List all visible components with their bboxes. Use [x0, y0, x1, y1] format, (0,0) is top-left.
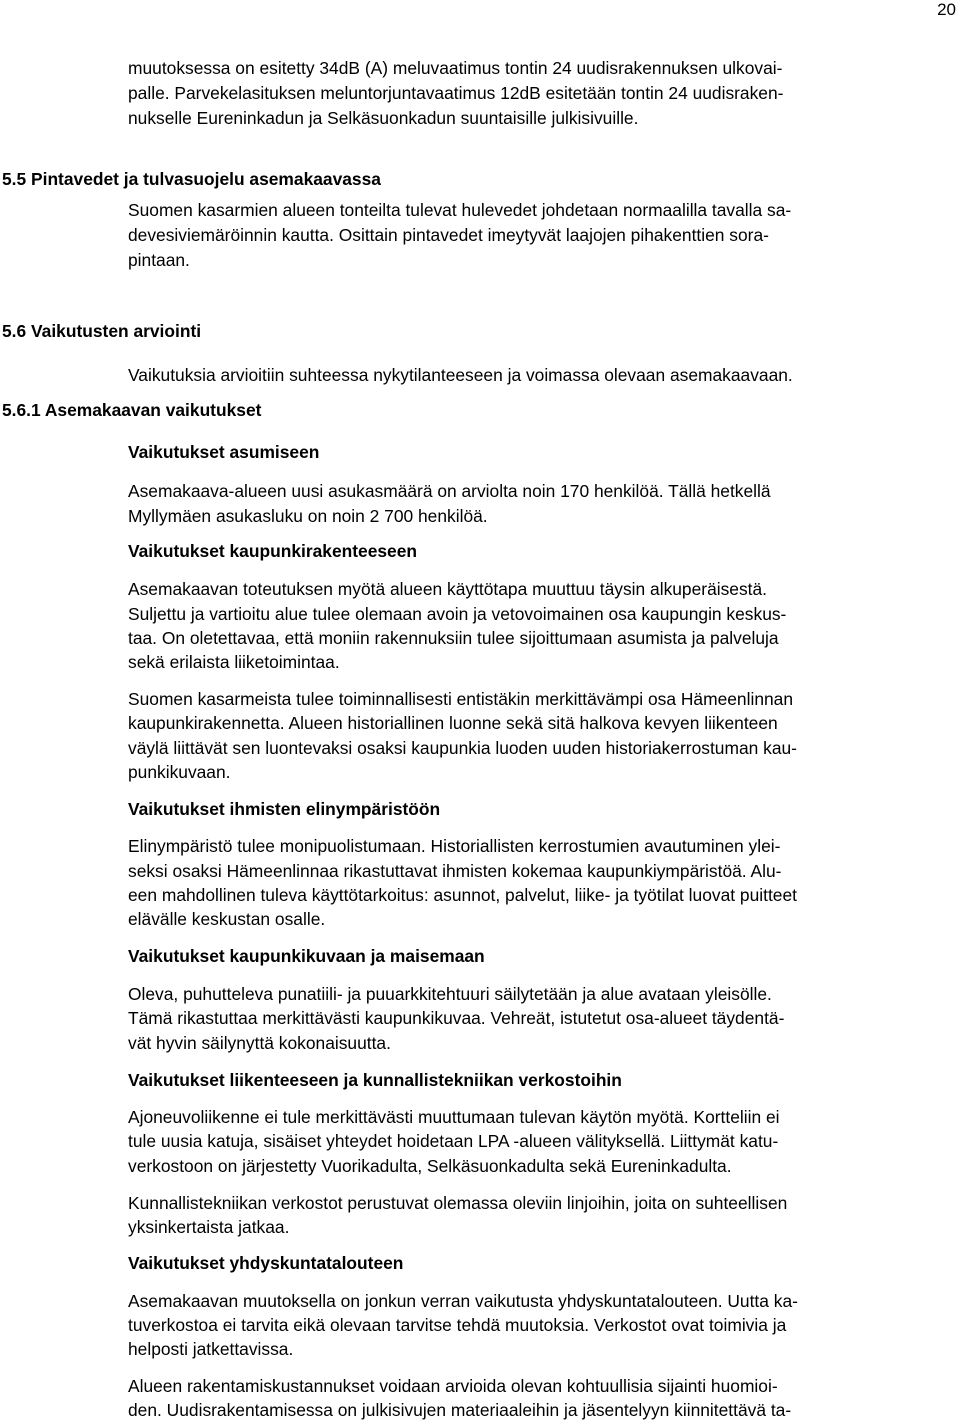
body-text-line: muutoksessa on esitetty 34dB (A) meluvaatimus tontin 24 uudisrakennuksen ulkovai- [128, 58, 783, 78]
body-text-line: een mahdollinen tuleva käyttötarkoitus: asunnot, palvelut, liike- ja työtilat luovat puitteet [128, 885, 797, 905]
body-text-line: sekä erilaista liiketoimintaa. [128, 652, 340, 672]
body-text-line: tule uusia katuja, sisäiset yhteydet hoidetaan LPA -alueen välityksellä. Liittymät katu- [128, 1131, 779, 1151]
body-text-line: palle. Parvekelasituksen meluntorjuntavaatimus 12dB esitetään tontin 24 uudisraken- [128, 83, 784, 103]
body-text-line: nukselle Eureninkadun ja Selkäsuonkadun suuntaisille julkisivuille. [128, 108, 639, 128]
body-text-line: seksi osaksi Hämeenlinnaa rikastuttavat ihmisten kokemaa kaupunkiympäristöä. Alu- [128, 861, 782, 881]
body-text-line: Suomen kasarmien alueen tonteilta tulevat hulevedet johdetaan normaalilla tavalla sa- [128, 200, 792, 220]
body-text-line: Asemakaavan muutoksella on jonkun verran vaikutusta yhdyskuntatalouteen. Uutta ka- [128, 1291, 798, 1311]
body-text-line: Ajoneuvoliikenne ei tule merkittävästi muuttumaan tulevan käytön myötä. Kortteliin ei [128, 1107, 780, 1127]
body-text-line: verkostoon on järjestetty Vuorikadulta, Selkäsuonkadulta sekä Eureninkadulta. [128, 1156, 732, 1176]
body-text-line: vät hyvin säilynyttä kokonaisuutta. [128, 1033, 391, 1053]
body-text-line: Oleva, puhutteleva punatiili- ja puuarkkitehtuuri säilytetään ja alue avataan yleisölle. [128, 984, 772, 1004]
body-text-line: den. Uudisrakentamisessa on julkisivujen materiaaleihin ja jäsentelyyn kiinnitettävä ta- [128, 1400, 792, 1420]
body-text-line: Alueen rakentamiskustannukset voidaan arvioida olevan kohtuullisia sijainti huomioi- [128, 1376, 778, 1396]
body-text-line: Suljettu ja vartioitu alue tulee olemaan avoin ja vetovoimainen osa kaupungin keskus- [128, 604, 787, 624]
section-heading-5-5: 5.5 Pintavedet ja tulvasuojelu asemakaavassa [2, 169, 381, 189]
body-text-line: kaupunkirakennetta. Alueen historiallinen luonne sekä sitä halkova kevyen liikenteen [128, 713, 778, 733]
body-text-line: tuverkostoa ei tarvita eikä olevaan tarvitse tehdä muutoksia. Verkostot ovat toimivia ja [128, 1315, 787, 1335]
body-text-line: punkikuvaan. [128, 762, 231, 782]
body-text-line: helposti jatkettavissa. [128, 1339, 294, 1359]
page-number: 20 [937, 0, 956, 19]
body-text-line: Tämä rikastuttaa merkittävästi kaupunkikuvaa. Vehreät, istutetut osa-alueet täydentä- [128, 1008, 785, 1028]
body-text-line: yksinkertaista jatkaa. [128, 1217, 290, 1237]
body-text-line: elävälle keskustan osalle. [128, 909, 326, 929]
body-text-line: Elinympäristö tulee monipuolistumaan. Historiallisten kerrostumien avautuminen ylei- [128, 836, 781, 856]
body-text-line: taa. On oletettavaa, että moniin rakennuksiin tulee sijoittumaan asumista ja palveluja [128, 628, 779, 648]
body-text-line: väylä liittävät sen luontevaksi osaksi kaupunkia luoden uuden historiakerrostuman kau- [128, 738, 797, 758]
subheading-elinymparisto: Vaikutukset ihmisten elinympäristöön [128, 799, 441, 819]
body-text-line: Suomen kasarmeista tulee toiminnallisesti entistäkin merkittävämpi osa Hämeenlinnan [128, 689, 794, 709]
body-text-line: Asemakaava-alueen uusi asukasmäärä on arviolta noin 170 henkilöä. Tällä hetkellä [128, 481, 771, 501]
subheading-talous: Vaikutukset yhdyskuntatalouteen [128, 1253, 404, 1273]
subheading-kaupunkikuva: Vaikutukset kaupunkikuvaan ja maisemaan [128, 946, 485, 966]
body-text-line: Asemakaavan toteutuksen myötä alueen käyttötapa muuttuu täysin alkuperäisestä. [128, 579, 768, 599]
body-text-line: devesiviemäröinnin kautta. Osittain pintavedet imeytyvät laajojen pihakenttien sora- [128, 225, 769, 245]
section-heading-5-6-1: 5.6.1 Asemakaavan vaikutukset [2, 400, 262, 420]
subheading-liikenne: Vaikutukset liikenteeseen ja kunnallistekniikan verkostoihin [128, 1070, 622, 1090]
subheading-kaupunkirakenne: Vaikutukset kaupunkirakenteeseen [128, 541, 418, 561]
body-text-line: Myllymäen asukasluku on noin 2 700 henkilöä. [128, 506, 488, 526]
body-text-line: pintaan. [128, 250, 190, 270]
body-text-line: Kunnallistekniikan verkostot perustuvat olemassa oleviin linjoihin, joita on suhteellisen [128, 1193, 788, 1213]
section-heading-5-6: 5.6 Vaikutusten arviointi [2, 321, 202, 341]
subheading-asumiseen: Vaikutukset asumiseen [128, 442, 320, 462]
body-text-line: Vaikutuksia arvioitiin suhteessa nykytilanteeseen ja voimassa olevaan asemakaavaan. [128, 365, 793, 385]
